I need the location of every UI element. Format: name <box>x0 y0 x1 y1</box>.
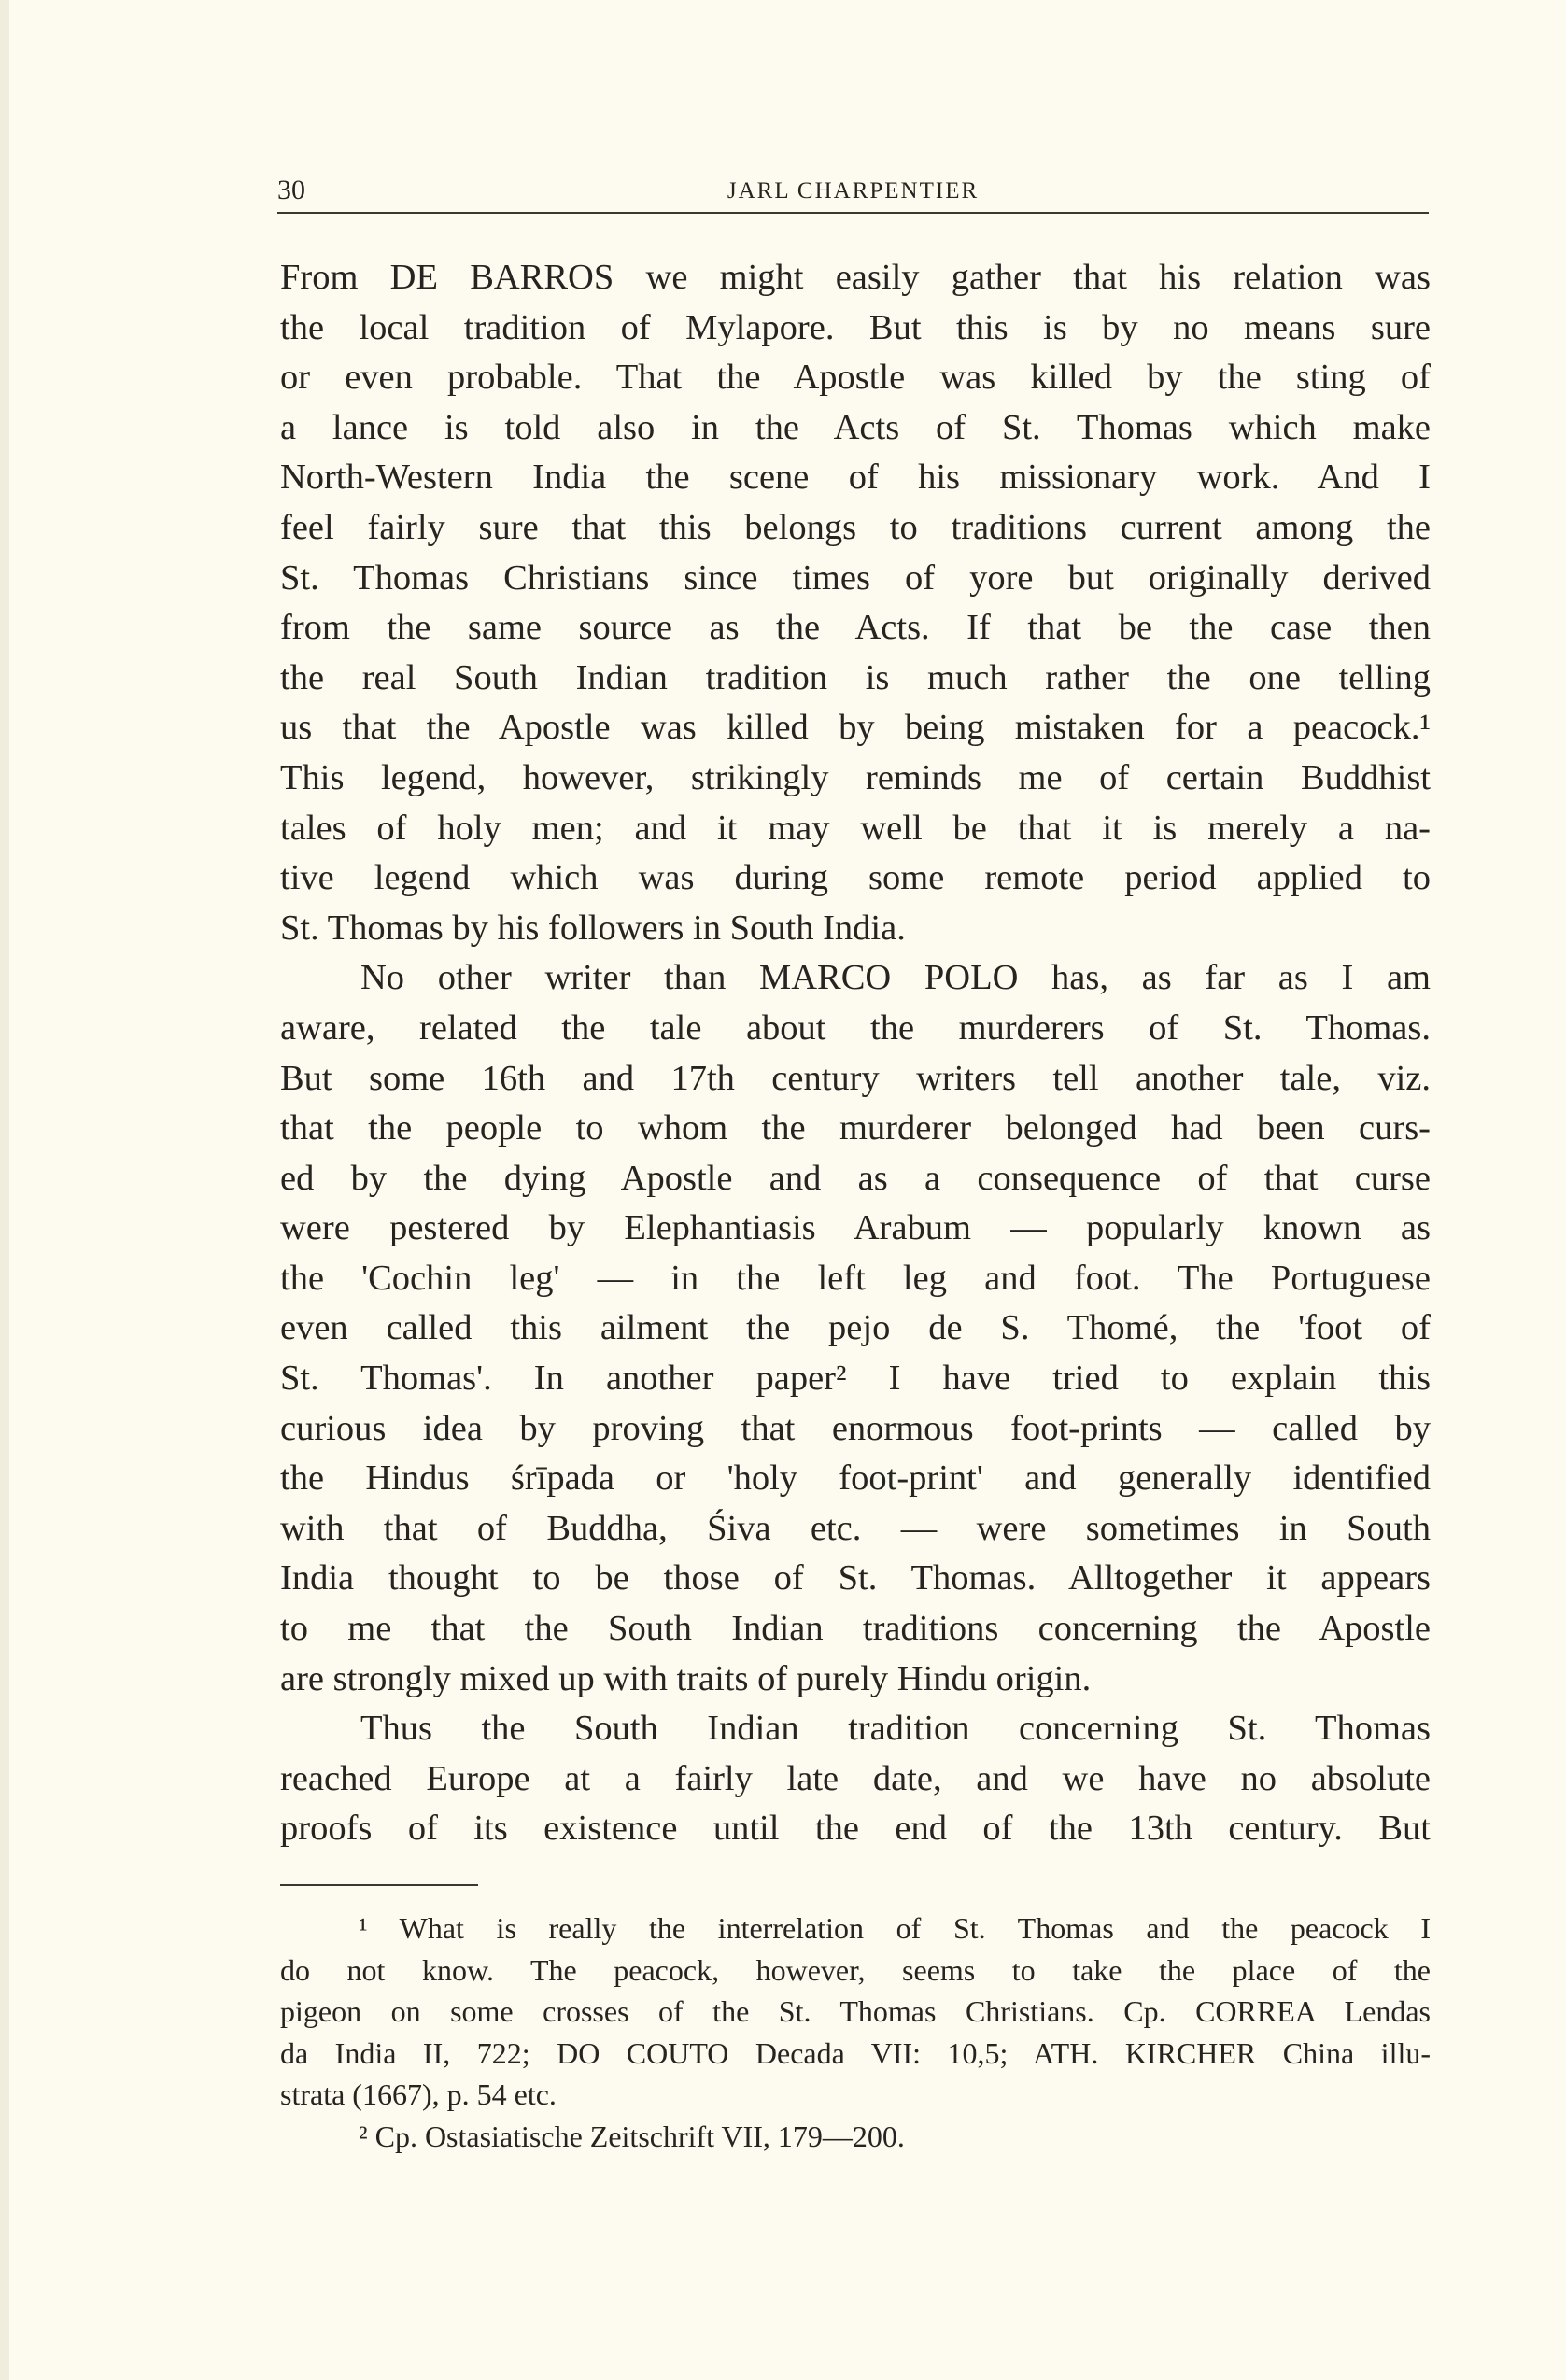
body-line: curious idea by proving that enormous foot-prints — called by <box>280 1408 1431 1448</box>
body-line: the real South Indian tradition is much rather the one telling <box>280 657 1431 697</box>
body-line: the Hindus śrīpada or 'holy foot-print' and generally identified <box>280 1458 1431 1499</box>
footnote-line: pigeon on some crosses of the St. Thomas Christians. Cp. CORREA Lendas <box>280 1994 1431 2028</box>
running-title: JARL CHARPENTIER <box>727 178 980 204</box>
body-line: tales of holy men; and it may well be that it is merely a na- <box>280 808 1431 848</box>
body-line: that the people to whom the murderer belonged had been curs- <box>280 1108 1431 1148</box>
footnote-line: do not know. The peacock, however, seems to take the place of the <box>280 1952 1431 1987</box>
running-header <box>277 175 1429 214</box>
footnote-line: ¹ What is really the interrelation of St. Thomas and the peacock I <box>359 1911 1431 1945</box>
body-line: St. Thomas by his followers in South India. <box>280 908 906 948</box>
body-line: reached Europe at a fairly late date, and we have no absolute <box>280 1758 1431 1798</box>
footnote-line: ² Cp. Ostasiatische Zeitschrift VII, 179—200. <box>359 2119 905 2153</box>
body-line: aware, related the tale about the murderers of St. Thomas. <box>280 1007 1431 1048</box>
body-line: St. Thomas'. In another paper² I have tried to explain this <box>280 1359 1431 1399</box>
body-line: a lance is told also in the Acts of St. Thomas which make <box>280 407 1431 447</box>
footnotes <box>280 1908 1431 2157</box>
body-line: St. Thomas Christians since times of yore but originally derived <box>280 557 1431 598</box>
body-line: the 'Cochin leg' — in the left leg and foot. The Portuguese <box>280 1258 1431 1298</box>
body-line: from the same source as the Acts. If that be the case then <box>280 608 1431 648</box>
body-line: From DE BARROS we might easily gather that his relation was <box>280 258 1431 297</box>
body-line: tive legend which was during some remote period applied to <box>280 858 1431 898</box>
body-line: ed by the dying Apostle and as a consequence of that curse <box>280 1158 1431 1198</box>
body-text <box>280 253 1431 1854</box>
body-line: the local tradition of Mylapore. But this is by no means sure <box>280 307 1431 347</box>
body-line: North-Western India the scene of his missionary work. And I <box>280 458 1431 498</box>
body-line: No other writer than MARCO POLO has, as far as I am <box>360 958 1431 998</box>
body-line: feel fairly sure that this belongs to traditions current among the <box>280 507 1431 547</box>
body-line: to me that the South Indian traditions concerning the Apostle <box>280 1609 1431 1649</box>
page-number: 30 <box>277 175 305 205</box>
body-line: even called this ailment the pejo de S. Thomé, the 'foot of <box>280 1308 1431 1348</box>
body-line: with that of Buddha, Śiva etc. — were sometimes in South <box>280 1508 1431 1548</box>
footnote-line: strata (1667), p. 54 etc. <box>280 2077 557 2111</box>
body-line: were pestered by Elephantiasis Arabum — popularly known as <box>280 1208 1431 1248</box>
footnote-line: da India II, 722; DO COUTO Decada VII: 10,5; ATH. KIRCHER China illu- <box>280 2035 1431 2070</box>
body-line: us that the Apostle was killed by being mistaken for a peacock.¹ <box>280 708 1431 748</box>
footnote-rule <box>280 1884 478 1886</box>
body-line: are strongly mixed up with traits of purely Hindu origin. <box>280 1658 1092 1698</box>
body-line: But some 16th and 17th century writers tell another tale, viz. <box>280 1058 1431 1098</box>
body-line: Thus the South Indian tradition concerning St. Thomas <box>360 1709 1431 1749</box>
body-line: This legend, however, strikingly reminds me of certain Buddhist <box>280 757 1431 797</box>
body-line: proofs of its existence until the end of the 13th century. But <box>280 1809 1431 1849</box>
body-line: or even probable. That the Apostle was killed by the sting of <box>280 358 1431 398</box>
body-line: India thought to be those of St. Thomas. Alltogether it appears <box>280 1558 1431 1598</box>
